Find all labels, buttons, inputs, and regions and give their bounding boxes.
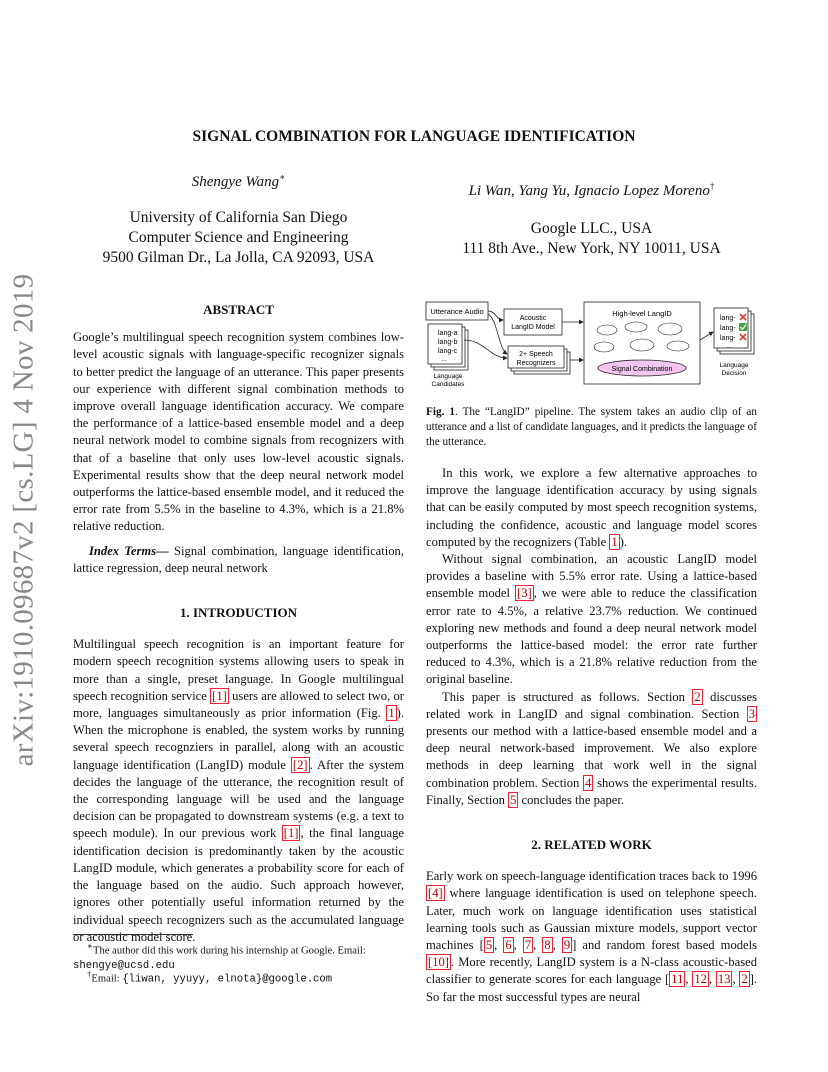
- footnote-1: ∗The author did this work during his internship at Google. Email: shengye@ucsd.edu: [73, 941, 366, 972]
- citation-link[interactable]: 11: [671, 972, 684, 987]
- language-decision-label: Language: [719, 362, 749, 369]
- body-paragraph: This paper is structured as follows. Section 2 discusses related work in LangID and signal combination. Section 3 presents our method with a lattice-based ensemble model and a deep neural network-based improvement. We also explore methods in deep learning that work well in the signal combination problem. Section 4 shows the experimental results. Finally, Section 5 concludes the paper.: [426, 689, 757, 807]
- svg-text:lang-b: lang-b: [438, 339, 458, 346]
- citation-link[interactable]: [4]: [428, 886, 443, 901]
- svg-text:LangID Model: LangID Model: [511, 324, 555, 331]
- svg-text:lang-: lang-: [720, 325, 736, 332]
- section-link[interactable]: 5: [510, 792, 517, 807]
- svg-text:lang-: lang-: [720, 335, 736, 342]
- arxiv-identifier: arXiv:1910.09687v2 [cs.LG] 4 Nov 2019: [7, 273, 40, 767]
- citation-link[interactable]: 9: [563, 938, 571, 953]
- citation-link[interactable]: [10]: [428, 955, 449, 970]
- utterance-audio-label: Utterance Audio: [430, 307, 484, 316]
- svg-text:Signal Combination: Signal Combination: [611, 366, 673, 373]
- svg-text:lang-: lang-: [720, 315, 736, 322]
- affiliation-left: University of California San Diego Computer Science and Engineering 9500 Gilman Dr., La Jolla, CA 92093, USA: [102, 209, 375, 266]
- section-link[interactable]: 3: [748, 706, 755, 721]
- language-candidates-label: Language: [433, 373, 463, 380]
- citation-link[interactable]: [1]: [283, 826, 299, 841]
- section-link[interactable]: 4: [585, 775, 592, 790]
- paper-title: SIGNAL COMBINATION FOR LANGUAGE IDENTIFICATION: [192, 128, 636, 145]
- author-left: Shengye Wang∗: [191, 172, 286, 190]
- svg-text:High-level LangID: High-level LangID: [612, 309, 672, 318]
- affiliation-right: Google LLC., USA 111 8th Ave., New York, NY 10011, USA: [462, 220, 721, 257]
- svg-text:Recognizers: Recognizers: [516, 360, 556, 367]
- svg-text:Acoustic: Acoustic: [519, 315, 547, 322]
- citation-link[interactable]: 12: [694, 972, 707, 987]
- related-work-heading: 2. RELATED WORK: [531, 837, 652, 853]
- index-terms: Index Terms— Signal combination, language identification, lattice regression, deep neural network: [73, 543, 404, 575]
- figure-link[interactable]: 1: [388, 706, 395, 721]
- introduction-heading: 1. INTRODUCTION: [179, 605, 297, 621]
- svg-text:2+ Speech: 2+ Speech: [519, 351, 553, 358]
- figure-caption: Fig. 1. The “LangID” pipeline. The system takes an audio clip of an utterance and a list of candidate languages, and it predicts the language of the utterance.: [426, 406, 757, 448]
- svg-text:Candidates: Candidates: [431, 381, 465, 388]
- right-column: [426, 465, 757, 1006]
- svg-text:lang-c: lang-c: [438, 348, 458, 355]
- citation-link[interactable]: [2]: [292, 757, 308, 772]
- section-link[interactable]: 2: [694, 689, 701, 704]
- table-link[interactable]: 1: [611, 534, 618, 549]
- citation-link[interactable]: 6: [505, 938, 512, 953]
- abstract-text: Google’s multilingual speech recognition system combines low-level acoustic signals with language-specific recognizer signals to better predict the language of an utterance. This paper presents our experience with different signal combination methods to improve overall language identification accuracy. We compare the performance of a lattice-based ensemble model and a deep neural network model to combine signals from recognizers with that of a baseline that only uses low-level acoustic signals. Experimental results show that the deep neural network model outperforms the lattice-based ensemble model, and it reduced the error rate from 5.5% in the baseline to 4.3%, which is a 21.8% relative reduction.: [73, 330, 404, 534]
- citation-link[interactable]: 2: [741, 972, 748, 987]
- svg-text:lang-a: lang-a: [438, 330, 458, 337]
- citation-link[interactable]: 8: [544, 938, 551, 953]
- abstract-heading: ABSTRACT: [203, 302, 274, 317]
- figure-langid-pipeline: [424, 300, 760, 392]
- left-column: [73, 301, 404, 946]
- acoustic-langid-box: [504, 309, 562, 335]
- body-paragraph: In this work, we explore a few alternative approaches to improve the language identification accuracy by using signals that can be easily computed by most speech recognition systems, including the confidence, acoustic and language model scores computed by the recognizers (Table 1 ).: [426, 466, 757, 549]
- citation-link[interactable]: 13: [717, 972, 731, 987]
- svg-text:...: ...: [441, 356, 447, 363]
- citation-link[interactable]: [1]: [212, 688, 227, 703]
- check-icon: [739, 323, 747, 331]
- introduction-text: Multilingual speech recognition is an important feature for modern speech recognition systems allowing users to speak in more than a single, preset language. In Google multilingual speech recognition service [1] users are allowed to select two, or more, languages simultaneously as prior information (Fig. 1 ). When the microphone is enabled, the system works by running several speech recognziers in parallel, along with an acoustic language identification (LangID) module [2] . After the system decides the language of the utterance, the recognition result of the corresponding language will be used and the language decision can be propagated to downstream systems (e.g. a text to speech module). In our previous work [1] , the final language identification decision is predominantly taken by the acoustic LangID module, which generates a probability score for each of the language based on the audio. Such approach however, ignores other potentially useful information returned by the individual speech recognizers such as the accumulated language or acoustic model score.: [73, 637, 404, 944]
- citation-link[interactable]: 5: [485, 938, 493, 953]
- svg-text:...: ...: [726, 343, 732, 350]
- footnote-2: †Email: {liwan, yyuyy, elnota}@google.com: [87, 969, 333, 986]
- body-paragraph: Without signal combination, an acoustic LangID model provides a baseline with 5.5% error rate. Using a lattice-based ensemble model [3] , we were able to reduce the classification error rate to 4.5%, a relative 23.7% reduction. We continued exploring new methods and found a deep neural network model outperforms the lattice-based model: the error rate further reduced to 4.3%, which is a 21.8% relative reduction from the original baseline.: [426, 552, 757, 687]
- svg-text:Decision: Decision: [721, 370, 747, 377]
- author-right: Li Wan, Yang Yu, Ignacio Lopez Moreno†: [468, 181, 715, 199]
- footnote-rule: [73, 934, 193, 935]
- citation-link[interactable]: 7: [524, 938, 532, 953]
- citation-link[interactable]: [3]: [517, 586, 532, 601]
- related-work-text: Early work on speech-language identification traces back to 1996 [4] where language identification is used on telephone speech. Later, much work on language identification uses statistical learning tools such as Gaussian mixture models, support vector machines [ 5 , 6 , 7 , 8 , 9 ] and random forest based models [10] . More recently, LangID system is a N-class acoustic-based classifier to generate scores for each language [ 11 , 12 , 13 , 2 ]. So far the most successful types are neural: [426, 869, 758, 1004]
